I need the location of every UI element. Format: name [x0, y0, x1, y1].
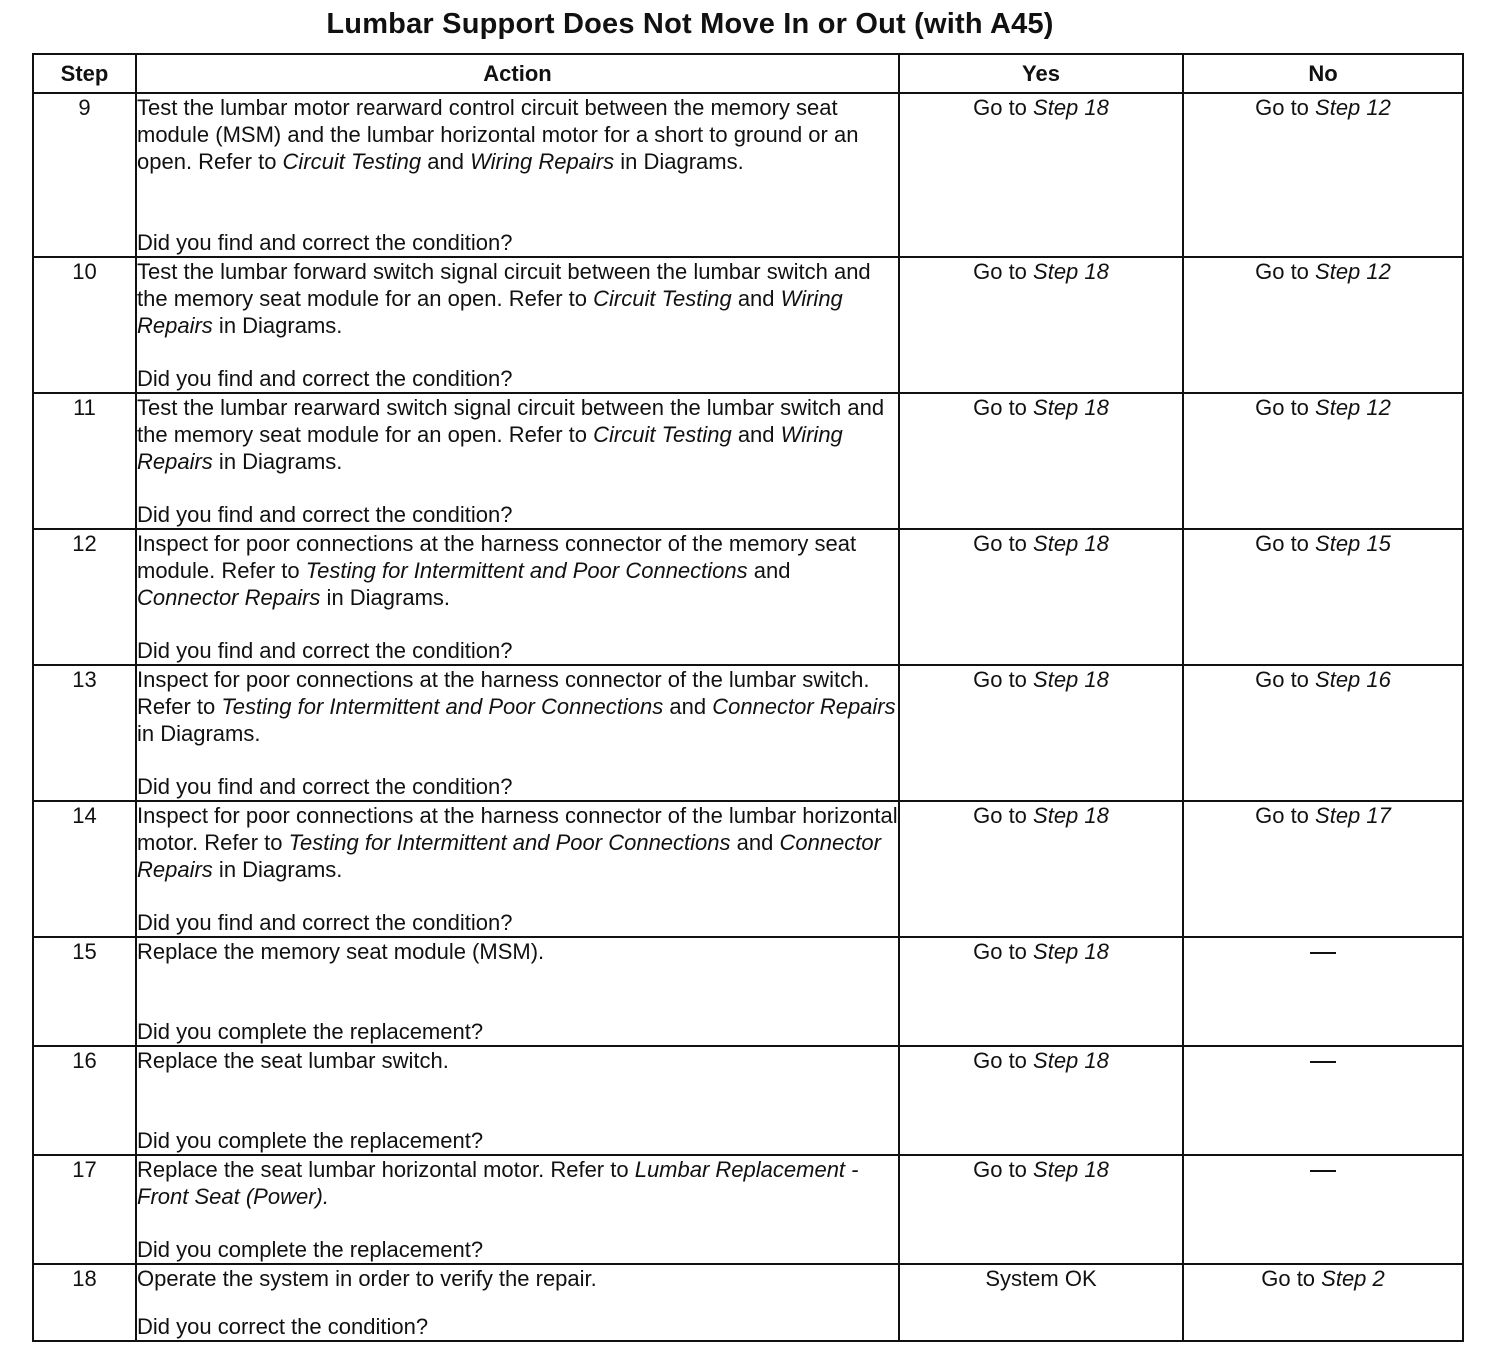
table-row	[33, 393, 1463, 529]
no-cell	[1183, 393, 1463, 529]
action-wrapper	[137, 1047, 898, 1154]
action-text: Inspect for poor connections at the harness connector of the memory seat module. Refer to	[137, 531, 857, 583]
step-cell: 12	[33, 529, 136, 665]
action-text: Test the lumbar motor rearward control circuit between the memory seat module (MSM) and the lumbar horizontal motor for a short to ground or an open. Refer to	[137, 95, 859, 174]
no-italic: Step 12	[1315, 259, 1391, 284]
yes-italic: Step 18	[1033, 939, 1109, 964]
action-italic: Wiring Repairs	[470, 149, 615, 174]
action-text: Replace the seat lumbar horizontal motor. Refer to	[137, 1157, 635, 1182]
yes-text: Go to	[973, 95, 1034, 120]
action-question: Did you find and correct the condition?	[137, 910, 513, 935]
yes-italic: Step 18	[1033, 667, 1109, 692]
header-action: Action	[136, 54, 899, 93]
action-wrapper	[137, 666, 898, 800]
action-cell	[136, 1264, 899, 1341]
no-italic: Step 15	[1315, 531, 1391, 556]
action-text: in Diagrams.	[614, 149, 744, 174]
no-text: Go to	[1255, 667, 1316, 692]
yes-italic: Step 18	[1033, 1157, 1109, 1182]
no-text: Go to	[1261, 1266, 1322, 1291]
action-text	[137, 258, 898, 339]
action-text: Test the lumbar rearward switch signal circuit between the lumbar switch and the memory seat module for an open. Refer to	[137, 395, 885, 447]
yes-cell	[899, 257, 1183, 393]
no-cell	[1183, 801, 1463, 937]
step-cell: 11	[33, 393, 136, 529]
table-row	[33, 1155, 1463, 1264]
no-text: Go to	[1255, 259, 1316, 284]
action-text: Test the lumbar forward switch signal circuit between the lumbar switch and the memory seat module for an open. Refer to	[137, 259, 871, 311]
yes-text: Go to	[973, 259, 1034, 284]
action-italic: Connector Repairs	[712, 694, 896, 719]
dash-mark	[1310, 952, 1336, 954]
action-italic: Testing for Intermittent and Poor Connections	[221, 694, 664, 719]
action-text	[137, 938, 898, 965]
table-row	[33, 1264, 1463, 1341]
no-cell	[1183, 1264, 1463, 1341]
action-cell	[136, 801, 899, 937]
action-text: in Diagrams.	[212, 313, 343, 338]
yes-text: Go to	[973, 939, 1034, 964]
action-question: Did you complete the replacement?	[137, 1019, 484, 1044]
yes-text: Go to	[973, 1157, 1034, 1182]
yes-cell	[899, 1264, 1183, 1341]
table-row	[33, 93, 1463, 257]
table-row	[33, 801, 1463, 937]
action-question: Did you complete the replacement?	[137, 1237, 484, 1262]
action-wrapper	[137, 1156, 898, 1263]
action-italic: Wiring Repairs	[137, 286, 843, 338]
yes-text: System OK	[985, 1266, 1097, 1291]
action-cell	[136, 93, 899, 257]
action-text	[137, 666, 898, 747]
action-cell	[136, 1046, 899, 1155]
yes-cell	[899, 665, 1183, 801]
yes-cell	[899, 1046, 1183, 1155]
step-cell: 14	[33, 801, 136, 937]
no-text: Go to	[1255, 95, 1316, 120]
no-cell	[1183, 937, 1463, 1046]
no-cell	[1183, 93, 1463, 257]
action-italic: Circuit Testing	[593, 422, 732, 447]
diagnostic-table	[32, 53, 1464, 1342]
step-cell: 9	[33, 93, 136, 257]
no-italic: Step 17	[1315, 803, 1391, 828]
action-text: in Diagrams.	[212, 449, 343, 474]
action-text: and	[731, 422, 781, 447]
dash-mark	[1310, 1061, 1336, 1063]
action-question: Did you correct the condition?	[137, 1314, 429, 1339]
action-text	[137, 1265, 898, 1292]
action-question: Did you find and correct the condition?	[137, 638, 513, 663]
action-wrapper	[137, 938, 898, 1045]
action-italic: Circuit Testing	[282, 149, 422, 174]
action-wrapper	[137, 802, 898, 936]
page-title: Lumbar Support Does Not Move In or Out (with A45)	[326, 8, 1054, 40]
action-question: Did you find and correct the condition?	[137, 502, 513, 527]
yes-cell	[899, 937, 1183, 1046]
action-question: Did you complete the replacement?	[137, 1128, 484, 1153]
no-italic: Step 12	[1315, 95, 1391, 120]
step-cell: 18	[33, 1264, 136, 1341]
no-italic: Step 12	[1315, 395, 1391, 420]
action-cell	[136, 257, 899, 393]
yes-italic: Step 18	[1033, 531, 1109, 556]
action-wrapper	[137, 530, 898, 664]
action-text: in Diagrams.	[320, 585, 451, 610]
yes-text: Go to	[973, 667, 1034, 692]
action-wrapper	[137, 258, 898, 392]
action-wrapper	[137, 1265, 898, 1340]
dash-mark	[1310, 1170, 1336, 1172]
header-step: Step	[33, 54, 136, 93]
action-text: Replace the memory seat module (MSM).	[137, 939, 545, 964]
table-row	[33, 1046, 1463, 1155]
action-italic: Circuit Testing	[593, 286, 732, 311]
action-italic: Connector Repairs	[137, 830, 881, 882]
table-row	[33, 665, 1463, 801]
action-italic: Testing for Intermittent and Poor Connections	[305, 558, 748, 583]
no-text: Go to	[1255, 395, 1316, 420]
yes-italic: Step 18	[1033, 259, 1109, 284]
step-cell: 13	[33, 665, 136, 801]
yes-text: Go to	[973, 395, 1034, 420]
step-cell: 17	[33, 1155, 136, 1264]
action-cell	[136, 665, 899, 801]
no-cell	[1183, 665, 1463, 801]
yes-italic: Step 18	[1033, 95, 1109, 120]
yes-text: Go to	[973, 531, 1034, 556]
action-text	[137, 1156, 898, 1210]
action-italic: Lumbar Replacement - Front Seat (Power).	[137, 1157, 859, 1209]
action-cell	[136, 937, 899, 1046]
yes-cell	[899, 393, 1183, 529]
action-text: and	[747, 558, 791, 583]
yes-cell	[899, 801, 1183, 937]
action-text	[137, 530, 898, 611]
yes-text: Go to	[973, 803, 1034, 828]
yes-italic: Step 18	[1033, 1048, 1109, 1073]
no-cell	[1183, 1046, 1463, 1155]
action-cell	[136, 1155, 899, 1264]
action-italic: Wiring Repairs	[137, 422, 843, 474]
action-italic: Connector Repairs	[137, 585, 321, 610]
yes-italic: Step 18	[1033, 395, 1109, 420]
table-row	[33, 937, 1463, 1046]
no-italic: Step 2	[1321, 1266, 1385, 1291]
no-cell	[1183, 257, 1463, 393]
action-cell	[136, 529, 899, 665]
action-text: Replace the seat lumbar switch.	[137, 1048, 449, 1073]
action-text: and	[663, 694, 713, 719]
action-wrapper	[137, 94, 898, 256]
no-text: Go to	[1255, 531, 1316, 556]
step-cell: 16	[33, 1046, 136, 1155]
yes-text: Go to	[973, 1048, 1034, 1073]
header-row	[33, 54, 1463, 93]
table-row	[33, 257, 1463, 393]
action-cell	[136, 393, 899, 529]
action-text: Inspect for poor connections at the harness connector of the lumbar switch. Refer to	[137, 667, 870, 719]
no-text: Go to	[1255, 803, 1316, 828]
no-italic: Step 16	[1315, 667, 1391, 692]
action-text: and	[730, 830, 780, 855]
yes-cell	[899, 1155, 1183, 1264]
action-question: Did you find and correct the condition?	[137, 366, 513, 391]
step-cell: 15	[33, 937, 136, 1046]
table-row	[33, 529, 1463, 665]
action-text	[137, 1047, 898, 1074]
action-text: in Diagrams.	[212, 857, 343, 882]
action-wrapper	[137, 394, 898, 528]
action-text	[137, 802, 898, 883]
yes-cell	[899, 529, 1183, 665]
action-text	[137, 94, 898, 175]
action-text: and	[421, 149, 471, 174]
header-yes: Yes	[899, 54, 1183, 93]
action-text: and	[731, 286, 781, 311]
yes-cell	[899, 93, 1183, 257]
action-italic: Testing for Intermittent and Poor Connections	[288, 830, 731, 855]
action-text: Operate the system in order to verify the repair.	[137, 1266, 597, 1291]
action-question: Did you find and correct the condition?	[137, 230, 513, 255]
step-cell: 10	[33, 257, 136, 393]
no-cell	[1183, 529, 1463, 665]
header-no: No	[1183, 54, 1463, 93]
no-cell	[1183, 1155, 1463, 1264]
action-text: Inspect for poor connections at the harness connector of the lumbar horizontal motor. Refer to	[137, 803, 898, 855]
yes-italic: Step 18	[1033, 803, 1109, 828]
action-question: Did you find and correct the condition?	[137, 774, 513, 799]
action-text: in Diagrams.	[137, 721, 261, 746]
action-text	[137, 394, 898, 475]
